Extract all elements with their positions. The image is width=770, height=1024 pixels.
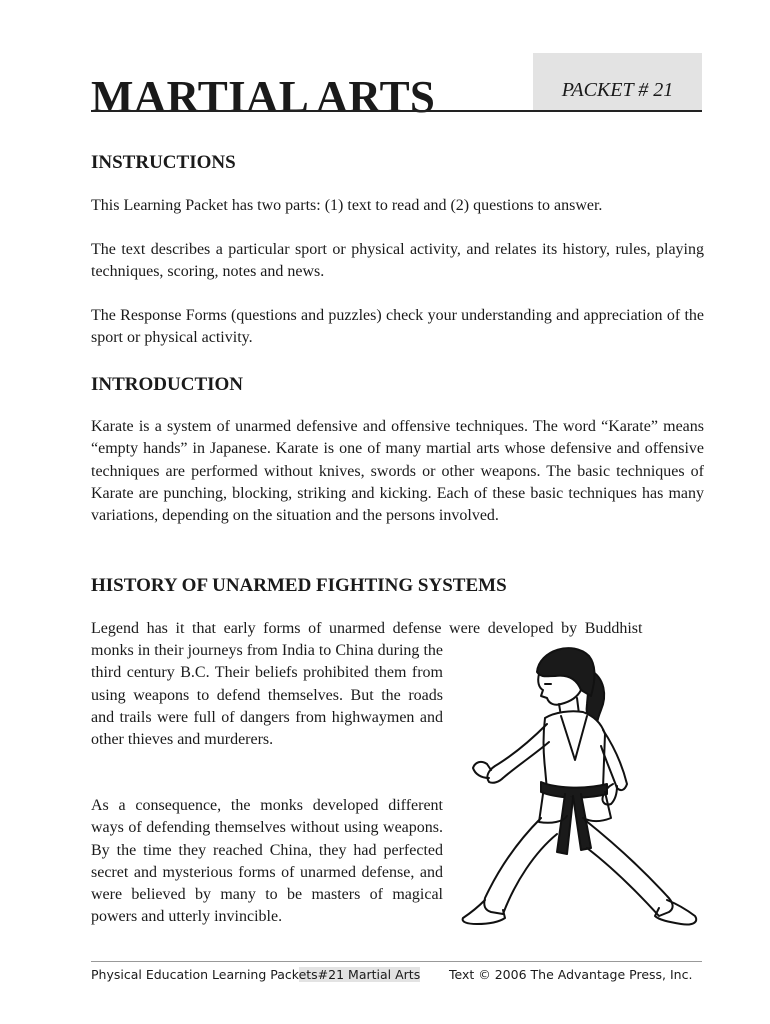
packet-number-label: PACKET # 21 [561,79,674,101]
instructions-paragraph-3: The Response Forms (questions and puzzles) check your understanding and appreciation of the sport or physical activity. [91,307,704,347]
packet-number-box [533,53,702,111]
title-divider [91,110,702,112]
introduction-heading: INTRODUCTION [91,374,244,395]
footer-right-text: Text © 2006 The Advantage Press, Inc. [449,967,693,982]
karate-figure-illustration [455,638,703,930]
history-intro-line: Legend has it that early forms of unarmed defense were developed by Buddhist [91,620,643,637]
page-title: MARTIAL ARTS [91,72,436,122]
introduction-paragraph: Karate is a system of unarmed defensive and offensive techniques. The word “Karate” means “empty hands” in Japanese. Karate is one of many martial arts whose defensive and offensive techniques are performed without knives, swords or other weapons. The basic techniques of Karate are punching, blocking, striking and kicking. Each of these basic techniques has many variations, depending on the situation and the persons involved. [91,418,704,525]
history-paragraph-2: As a consequence, the monks developed different ways of defending themselves without using weapons. By the time they reached China, they had perfected secret and mysterious forms of unarmed defense, and were believed by many to be masters of magical powers and utterly invincible. [91,797,443,926]
footer-left-prefix: Physical Education Learning Pack [91,967,299,982]
history-paragraph-1: monks in their journeys from India to China during the third century B.C. Their beliefs prohibited them from using weapons to defend themselves. But the roads and trails were full of dangers from highwaymen and other thieves and murderers. [91,642,443,749]
footer-left-highlight: ets#21 Martial Arts [298,967,421,982]
instructions-paragraph-1: This Learning Packet has two parts: (1) text to read and (2) questions to answer. [91,197,603,214]
history-heading: HISTORY OF UNARMED FIGHTING SYSTEMS [91,575,507,596]
instructions-heading: INSTRUCTIONS [91,152,236,173]
footer-divider [91,961,702,962]
footer-left-text [91,967,420,983]
instructions-paragraph-2: The text describes a particular sport or physical activity, and relates its history, rules, playing techniques, scoring, notes and news. [91,241,704,281]
